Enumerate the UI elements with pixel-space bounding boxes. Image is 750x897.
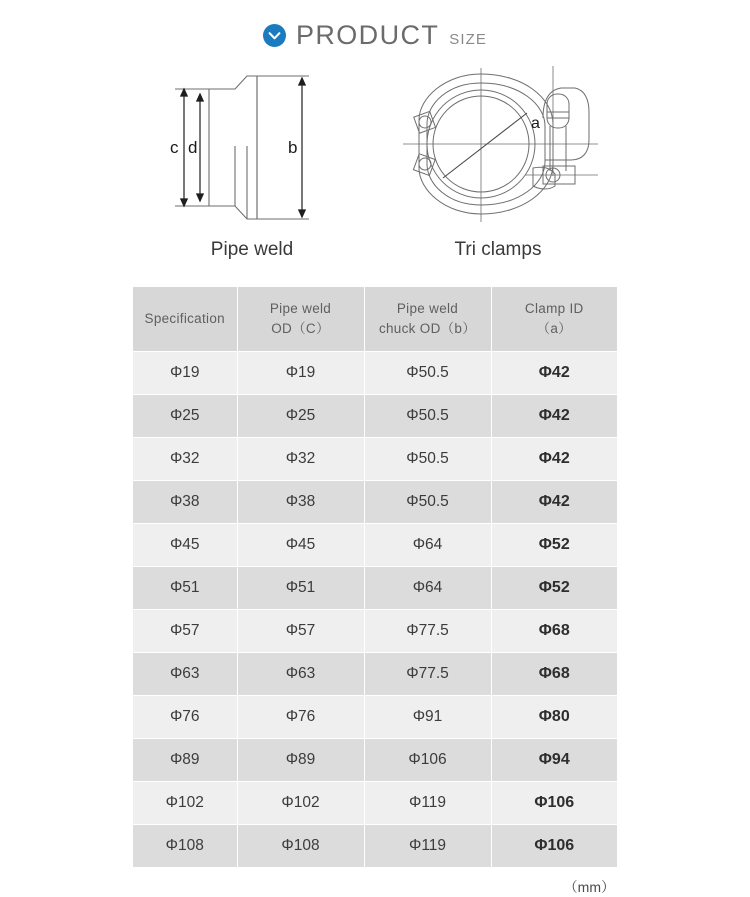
dim-label-b: b xyxy=(288,138,298,157)
col-header-pipe-weld-chuck-od: Pipe weld chuck OD（b） xyxy=(364,287,491,352)
cell-specification: Φ19 xyxy=(133,352,237,395)
cell-chuck-od: Φ50.5 xyxy=(364,481,491,524)
spec-table-wrap xyxy=(133,287,617,867)
cell-pipe-weld-od: Φ32 xyxy=(237,438,364,481)
cell-chuck-od: Φ106 xyxy=(364,739,491,782)
cell-clamp-id: Φ42 xyxy=(491,352,617,395)
col-header-pipe-weld-od: Pipe weld OD（C） xyxy=(237,287,364,352)
cell-chuck-od: Φ50.5 xyxy=(364,395,491,438)
page-title: PRODUCT xyxy=(295,19,440,50)
cell-chuck-od: Φ119 xyxy=(364,825,491,868)
cell-specification: Φ57 xyxy=(133,610,237,653)
table-row xyxy=(133,653,617,696)
diagram-pipe-weld xyxy=(137,56,367,261)
cell-chuck-od: Φ50.5 xyxy=(364,438,491,481)
cell-chuck-od: Φ50.5 xyxy=(364,352,491,395)
cell-clamp-id: Φ52 xyxy=(491,567,617,610)
diagram-caption-tri-clamps: Tri clamps xyxy=(454,239,542,260)
table-row xyxy=(133,438,617,481)
cell-pipe-weld-od: Φ102 xyxy=(237,782,364,825)
cell-specification: Φ76 xyxy=(133,696,237,739)
cell-specification: Φ45 xyxy=(133,524,237,567)
cell-pipe-weld-od: Φ108 xyxy=(237,825,364,868)
cell-specification: Φ25 xyxy=(133,395,237,438)
table-row xyxy=(133,610,617,653)
table-row xyxy=(133,825,617,868)
cell-chuck-od: Φ119 xyxy=(364,782,491,825)
table-row xyxy=(133,524,617,567)
cell-clamp-id: Φ42 xyxy=(491,438,617,481)
diagram-row xyxy=(0,56,750,261)
chevron-down-circle-icon xyxy=(263,24,286,47)
page-header xyxy=(0,0,750,50)
cell-pipe-weld-od: Φ89 xyxy=(237,739,364,782)
cell-pipe-weld-od: Φ25 xyxy=(237,395,364,438)
cell-chuck-od: Φ64 xyxy=(364,567,491,610)
cell-clamp-id: Φ68 xyxy=(491,653,617,696)
cell-clamp-id: Φ42 xyxy=(491,481,617,524)
table-row xyxy=(133,739,617,782)
cell-specification: Φ38 xyxy=(133,481,237,524)
cell-clamp-id: Φ42 xyxy=(491,395,617,438)
cell-pipe-weld-od: Φ19 xyxy=(237,352,364,395)
diagram-tri-clamps xyxy=(383,56,613,261)
cell-pipe-weld-od: Φ63 xyxy=(237,653,364,696)
dim-label-c: c xyxy=(170,138,179,157)
table-row xyxy=(133,782,617,825)
cell-chuck-od: Φ64 xyxy=(364,524,491,567)
cell-specification: Φ89 xyxy=(133,739,237,782)
cell-specification: Φ108 xyxy=(133,825,237,868)
cell-chuck-od: Φ77.5 xyxy=(364,653,491,696)
cell-clamp-id: Φ106 xyxy=(491,782,617,825)
cell-specification: Φ32 xyxy=(133,438,237,481)
cell-chuck-od: Φ77.5 xyxy=(364,610,491,653)
dim-label-a: a xyxy=(531,115,540,132)
cell-pipe-weld-od: Φ51 xyxy=(237,567,364,610)
cell-clamp-id: Φ106 xyxy=(491,825,617,868)
col-header-specification: Specification xyxy=(133,287,237,352)
table-row xyxy=(133,352,617,395)
spec-table-body xyxy=(133,352,617,868)
cell-pipe-weld-od: Φ38 xyxy=(237,481,364,524)
cell-clamp-id: Φ94 xyxy=(491,739,617,782)
cell-specification: Φ102 xyxy=(133,782,237,825)
cell-pipe-weld-od: Φ57 xyxy=(237,610,364,653)
cell-clamp-id: Φ52 xyxy=(491,524,617,567)
col-header-clamp-id: Clamp ID （a） xyxy=(491,287,617,352)
cell-clamp-id: Φ80 xyxy=(491,696,617,739)
page-subtitle: SIZE xyxy=(449,30,488,48)
cell-pipe-weld-od: Φ45 xyxy=(237,524,364,567)
table-row xyxy=(133,567,617,610)
spec-table xyxy=(133,287,617,867)
table-row xyxy=(133,395,617,438)
cell-pipe-weld-od: Φ76 xyxy=(237,696,364,739)
tri-clamps-drawing xyxy=(393,56,603,231)
diagram-caption-pipe-weld: Pipe weld xyxy=(210,239,294,260)
spec-table-head xyxy=(133,287,617,352)
cell-chuck-od: Φ91 xyxy=(364,696,491,739)
table-row xyxy=(133,696,617,739)
table-row xyxy=(133,481,617,524)
cell-clamp-id: Φ68 xyxy=(491,610,617,653)
pipe-weld-drawing xyxy=(157,56,347,231)
cell-specification: Φ51 xyxy=(133,567,237,610)
dim-label-d: d xyxy=(188,138,198,157)
table-header-row xyxy=(133,287,617,352)
cell-specification: Φ63 xyxy=(133,653,237,696)
unit-note: （mm） xyxy=(563,879,615,895)
